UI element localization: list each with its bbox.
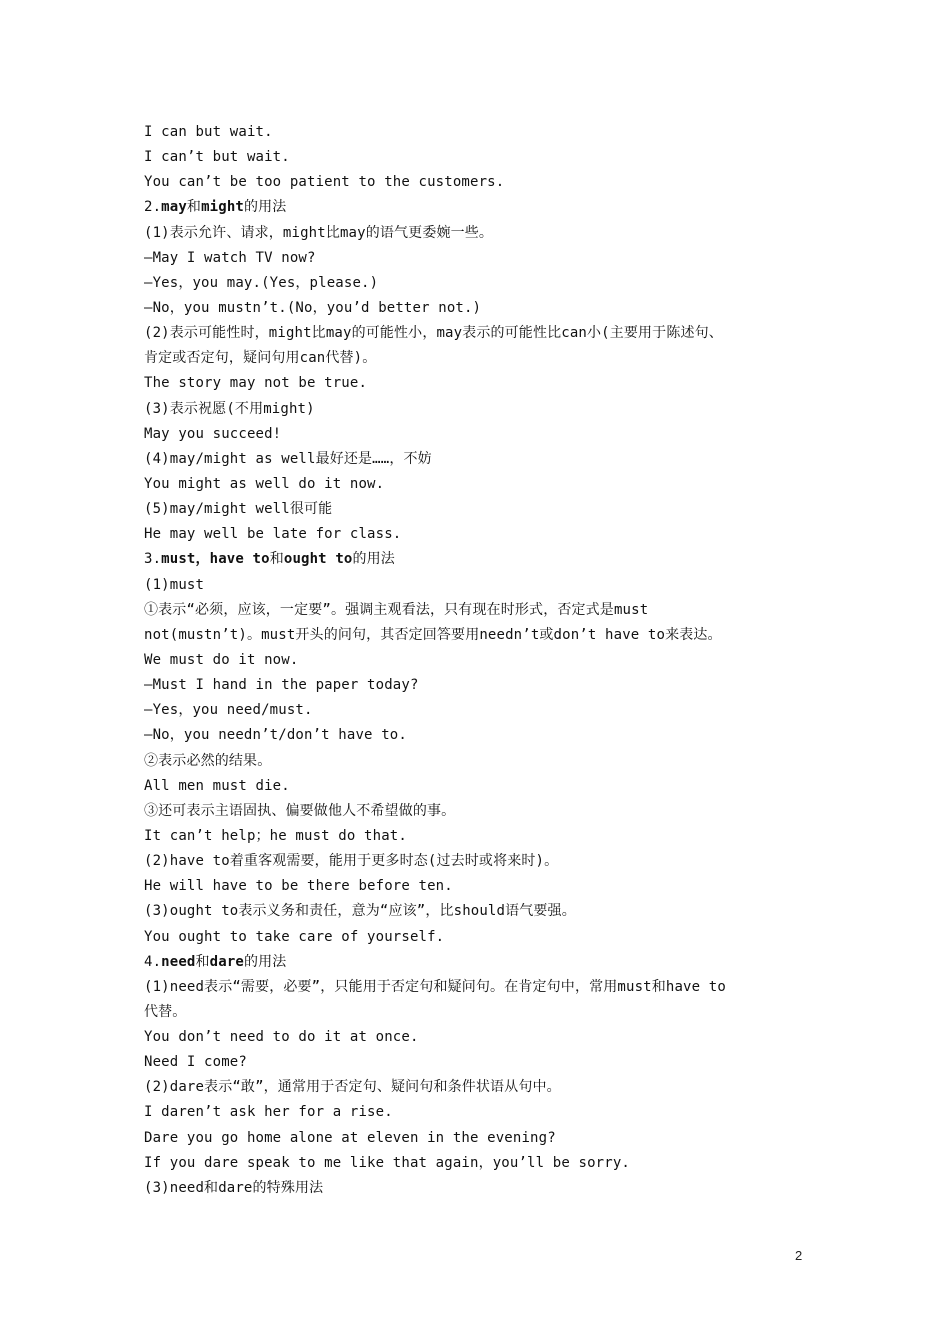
heading-term: may xyxy=(161,199,187,216)
text-line: ③还可表示主语固执、偏要做他人不希望做的事。 xyxy=(144,802,456,819)
heading-text: 的用法 xyxy=(243,199,287,216)
text-line: —Yes，you need/must. xyxy=(144,702,313,719)
heading-term: dare xyxy=(209,953,244,970)
text-line: It can’t help；he must do that. xyxy=(144,827,407,844)
text-line: (2)dare表示“敢”，通常用于否定句、疑问句和条件状语从句中。 xyxy=(144,1079,561,1096)
text-line: May you succeed! xyxy=(144,425,282,442)
text-line: You can’t be too patient to the customers. xyxy=(144,174,505,191)
text-line: You might as well do it now. xyxy=(144,475,385,492)
heading-number: 4. xyxy=(144,953,162,970)
text-line: He may well be late for class. xyxy=(144,526,402,543)
text-line: (5)may/might well很可能 xyxy=(144,501,333,518)
text-line: (2)表示可能性时，might比may的可能性小，may表示的可能性比can小(主要用于陈述句、 xyxy=(144,325,723,342)
section-heading-may-might xyxy=(144,195,814,220)
text-line: You don’t need to do it at once. xyxy=(144,1029,419,1046)
text-line: —No，you mustn’t.(No，you’d better not.) xyxy=(144,299,482,316)
page-number: 2 xyxy=(795,1248,803,1263)
heading-number: 3. xyxy=(144,551,162,568)
text-line: Need I come? xyxy=(144,1054,247,1071)
heading-text: 的用法 xyxy=(243,953,287,970)
text-line: I daren’t ask her for a rise. xyxy=(144,1104,393,1121)
text-line: not(mustn’t)。must开头的问句，其否定回答要用needn’t或don’t have to来表达。 xyxy=(144,626,722,643)
text-line: (3)表示祝愿(不用might) xyxy=(144,400,315,417)
text-line: If you dare speak to me like that again，you’ll be sorry. xyxy=(144,1154,630,1171)
text-line: ①表示“必须，应该，一定要”。强调主观看法，只有现在时形式，否定式是must xyxy=(144,601,649,618)
heading-term: ought to xyxy=(283,551,353,568)
text-line: The story may not be true. xyxy=(144,375,368,392)
text-line: 代替。 xyxy=(144,1003,187,1020)
heading-term: need xyxy=(161,953,196,970)
text-line: —May I watch TV now? xyxy=(144,249,316,266)
text-line: You ought to take care of yourself. xyxy=(144,928,445,945)
section-heading-must-have-to xyxy=(144,547,814,572)
heading-term: might xyxy=(201,199,244,216)
text-line: —Yes，you may.(Yes，please.) xyxy=(144,274,379,291)
heading-text: 和 xyxy=(186,199,202,216)
text-line: (2)have to着重客观需要，能用于更多时态(过去时或将来时)。 xyxy=(144,853,559,870)
heading-text: 的用法 xyxy=(352,551,395,568)
text-line: 肯定或否定句，疑问句用can代替)。 xyxy=(144,350,377,367)
heading-text: 和 xyxy=(195,953,210,970)
text-line: I can’t but wait. xyxy=(144,149,290,166)
text-line: (1)must xyxy=(144,576,205,593)
text-line: (3)need和dare的特殊用法 xyxy=(144,1179,324,1196)
text-line: —Must I hand in the paper today? xyxy=(144,677,419,694)
text-line: —No，you needn’t/don’t have to. xyxy=(144,727,407,744)
text-line: (1)need表示“需要，必要”，只能用于否定句和疑问句。在肯定句中，常用must和have to xyxy=(144,978,726,995)
text-line: We must do it now. xyxy=(144,651,299,668)
page-content xyxy=(144,120,814,1201)
text-line: (3)ought to表示义务和责任，意为“应该”，比should语气要强。 xyxy=(144,903,576,920)
text-line: (4)may/might as well最好还是……，不妨 xyxy=(144,450,432,467)
heading-number: 2. xyxy=(144,199,162,216)
text-line: ②表示必然的结果。 xyxy=(144,752,272,769)
text-line: He will have to be there before ten. xyxy=(144,878,453,895)
section-heading-need-dare xyxy=(144,950,814,975)
heading-term: must，have to xyxy=(161,551,270,568)
text-line: (1)表示允许、请求，might比may的语气更委婉一些。 xyxy=(144,224,494,241)
text-line: All men must die. xyxy=(144,777,290,794)
text-line: Dare you go home alone at eleven in the evening? xyxy=(144,1129,556,1146)
heading-text: 和 xyxy=(269,551,284,568)
text-line: I can but wait. xyxy=(144,124,273,140)
